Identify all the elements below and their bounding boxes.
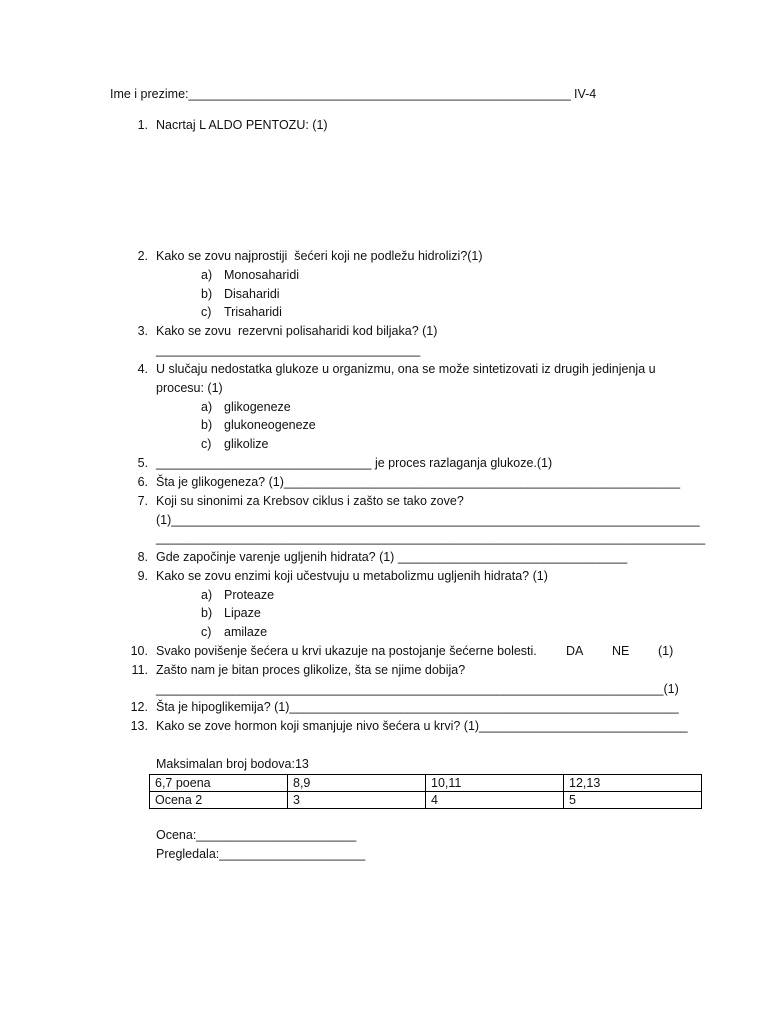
option-letter: c): [201, 625, 212, 639]
class-code: IV-4: [574, 87, 597, 101]
name-line: Ime i prezime:_______________________________________________________: [110, 87, 571, 101]
table-cell: 6,7 poena: [150, 775, 288, 792]
answer-da[interactable]: DA: [566, 644, 584, 658]
table-cell: 4: [426, 792, 564, 809]
answer-line[interactable]: _________________________________________________________________________(1): [156, 682, 679, 696]
grade-line[interactable]: Ocena:_______________________: [156, 828, 357, 842]
table-row: [150, 775, 702, 792]
answer-line[interactable]: (1)____________________________________________________________________________: [156, 513, 700, 527]
option-letter: a): [201, 588, 213, 602]
option-text: glikolize: [224, 437, 269, 451]
question-number: 13.: [130, 719, 148, 733]
option-text: Proteaze: [224, 588, 275, 602]
question-number: 1.: [137, 118, 148, 132]
question-text: Nacrtaj L ALDO PENTOZU: (1): [156, 118, 328, 132]
question-text: Kako se zovu enzimi koji učestvuju u metabolizmu ugljenih hidrata? (1): [156, 569, 548, 583]
question-number: 10.: [130, 644, 148, 658]
table-cell: 12,13: [564, 775, 702, 792]
answer-line[interactable]: ______________________________________: [156, 343, 421, 357]
answer-line[interactable]: _______________________________________________________________________________: [156, 531, 706, 545]
option-letter: b): [201, 606, 213, 620]
question-text: U slučaju nedostatka glukoze u organizmu, ona se može sintetizovati iz drugih jedinjenja u: [156, 362, 656, 376]
option-letter: b): [201, 418, 213, 432]
table-cell: 5: [564, 792, 702, 809]
option-text: Trisaharidi: [224, 305, 282, 319]
table-cell: 10,11: [426, 775, 564, 792]
question-text: Kako se zove hormon koji smanjuje nivo šećera u krvi? (1)______________________________: [156, 719, 688, 733]
reviewed-by-line[interactable]: Pregledala:_____________________: [156, 847, 366, 861]
question-text-continued: procesu: (1): [156, 381, 223, 395]
option-text: glikogeneze: [224, 400, 291, 414]
option-text: glukoneogeneze: [224, 418, 316, 432]
option-text: Lipaze: [224, 606, 261, 620]
question-number: 4.: [137, 362, 148, 376]
option-letter: a): [201, 400, 213, 414]
table-cell: 3: [288, 792, 426, 809]
option-text: Disaharidi: [224, 287, 280, 301]
question-number: 8.: [137, 550, 148, 564]
option-text: Monosaharidi: [224, 268, 300, 282]
option-letter: c): [201, 305, 212, 319]
option-letter: c): [201, 437, 212, 451]
table-cell: 8,9: [288, 775, 426, 792]
question-text: Koji su sinonimi za Krebsov ciklus i zašto se tako zove?: [156, 494, 464, 508]
question-text: Gde započinje varenje ugljenih hidrata? (1) _________________________________: [156, 550, 628, 564]
table-row: [150, 792, 702, 809]
question-text: Zašto nam je bitan proces glikolize, šta se njime dobija?: [156, 663, 466, 677]
option-letter: a): [201, 268, 213, 282]
question-number: 9.: [137, 569, 148, 583]
points-label: (1): [658, 644, 674, 658]
table-cell: Ocena 2: [150, 792, 288, 809]
question-number: 6.: [137, 475, 148, 489]
question-number: 2.: [137, 249, 148, 263]
question-text: Šta je glikogeneza? (1)_________________________________________________________: [156, 475, 681, 489]
question-number: 3.: [137, 324, 148, 338]
max-points-label: Maksimalan broj bodova:13: [156, 757, 309, 771]
question-text: Kako se zovu rezervni polisaharidi kod biljaka? (1): [156, 324, 438, 338]
question-number: 7.: [137, 494, 148, 508]
question-text: Kako se zovu najprostiji šećeri koji ne podležu hidrolizi?(1): [156, 249, 483, 263]
answer-ne[interactable]: NE: [612, 644, 630, 658]
question-text: Svako povišenje šećera u krvi ukazuje na postojanje šećerne bolesti.: [156, 644, 537, 658]
question-number: 12.: [130, 700, 148, 714]
question-text: Šta je hipoglikemija? (1)________________________________________________________: [156, 700, 679, 714]
question-number: 5.: [137, 456, 148, 470]
option-text: amilaze: [224, 625, 268, 639]
question-text: _______________________________ je proces razlaganja glukoze.(1): [156, 456, 553, 470]
question-number: 11.: [131, 663, 148, 677]
option-letter: b): [201, 287, 213, 301]
grading-table: [149, 774, 702, 809]
